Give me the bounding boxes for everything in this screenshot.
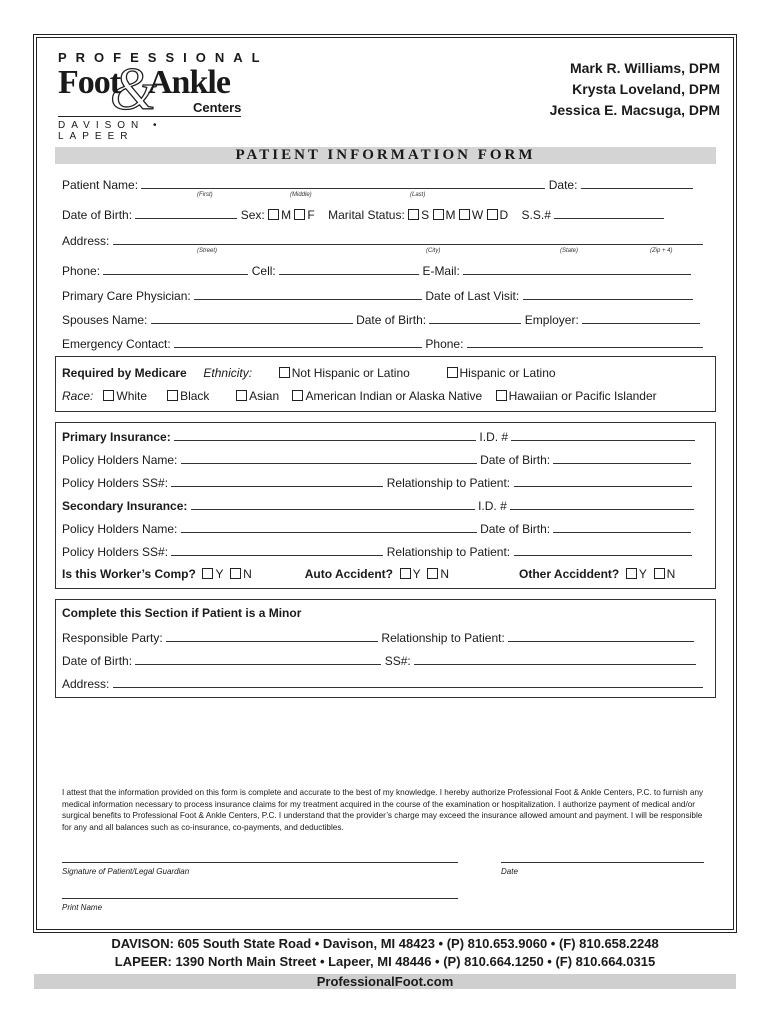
ssn-field[interactable]: [554, 207, 664, 219]
label: Spouses Name:: [62, 313, 148, 327]
address-field[interactable]: [113, 233, 703, 245]
holder2-dob-field[interactable]: [553, 521, 691, 533]
label: Date of Birth:: [480, 453, 551, 467]
employer-field[interactable]: [582, 312, 700, 324]
minor-dob-row: [62, 653, 696, 668]
label: I.D. #: [478, 499, 507, 513]
hawaiian-checkbox[interactable]: [496, 390, 507, 401]
label: Hawaiian or Pacific Islander: [508, 389, 657, 403]
label: N: [666, 567, 676, 581]
label: Is this Worker’s Comp?: [62, 567, 196, 581]
white-checkbox[interactable]: [103, 390, 114, 401]
label: F: [307, 208, 315, 222]
primary-id-field[interactable]: [511, 429, 695, 441]
label: Address:: [62, 677, 110, 691]
marital-s-checkbox[interactable]: [408, 209, 419, 220]
holder2-ss-row: [62, 544, 692, 559]
hint: (First): [197, 192, 213, 198]
spouse-dob-field[interactable]: [429, 312, 521, 324]
not-hispanic-checkbox[interactable]: [279, 367, 290, 378]
label: Employer:: [524, 313, 579, 327]
label: Other Acciddent?: [519, 567, 620, 581]
label: Black: [180, 389, 210, 403]
label: N: [440, 567, 449, 581]
print-name-label: Print Name: [62, 903, 103, 912]
patient-name-field[interactable]: [141, 177, 545, 189]
label: E-Mail:: [422, 264, 460, 278]
minor-address-row: [62, 676, 703, 691]
holder2-field[interactable]: [181, 521, 477, 533]
hispanic-checkbox[interactable]: [447, 367, 458, 378]
cell-field[interactable]: [279, 263, 419, 275]
marital-d-checkbox[interactable]: [487, 209, 498, 220]
responsible-row: [62, 630, 694, 645]
spouse-field[interactable]: [151, 312, 353, 324]
responsible-field[interactable]: [166, 630, 378, 642]
patient-name-row: [62, 177, 693, 192]
logo-divider: [58, 116, 241, 117]
logo-cities: DAVISON • LAPEER: [58, 120, 163, 142]
label: Hispanic or Latino: [459, 366, 556, 380]
hint: (Middle): [290, 192, 312, 198]
label: Phone:: [62, 264, 101, 278]
label: Relationship to Patient:: [386, 545, 511, 559]
secondary-insurance-field[interactable]: [191, 498, 475, 510]
relationship2-field[interactable]: [514, 544, 692, 556]
label: Address:: [62, 234, 110, 248]
davison-address: DAVISON: 605 South State Road • Davison, MI 48423 • (P) 810.653.9060 • (F) 810.658.2248: [111, 936, 659, 951]
holder-ss-field[interactable]: [171, 475, 383, 487]
black-checkbox[interactable]: [167, 390, 178, 401]
sex-m-checkbox[interactable]: [268, 209, 279, 220]
signature-label: Signature of Patient/Legal Guardian: [62, 867, 190, 876]
label: American Indian or Alaska Native: [305, 389, 483, 403]
secondary-insurance-row: [62, 498, 694, 513]
label: Marital Status:: [328, 208, 405, 222]
medicare-section: [55, 356, 716, 412]
holder-field[interactable]: [181, 452, 477, 464]
label: Race:: [62, 389, 94, 403]
label: Date of Last Visit:: [425, 289, 520, 303]
logo: [58, 50, 269, 142]
doctor-list: [550, 58, 720, 121]
dob-row: [62, 207, 664, 222]
label: Date of Birth:: [356, 313, 427, 327]
sex-f-checkbox[interactable]: [294, 209, 305, 220]
emergency-field[interactable]: [174, 336, 422, 348]
spouse-row: [62, 312, 700, 327]
label: Ethnicity:: [203, 366, 253, 380]
address-row: [62, 233, 703, 248]
dob-field[interactable]: [135, 207, 237, 219]
minor-heading: Complete this Section if Patient is a Minor: [62, 606, 302, 620]
last-visit-field[interactable]: [523, 288, 693, 300]
label: Required by Medicare: [62, 366, 187, 380]
label: Policy Holders SS#:: [62, 476, 169, 490]
holder2-row: [62, 521, 691, 536]
label: Y: [638, 567, 647, 581]
label: Date of Birth:: [62, 654, 133, 668]
holder-ss-row: [62, 475, 692, 490]
label: Emergency Contact:: [62, 337, 171, 351]
phone-row: [62, 263, 691, 278]
label: Responsible Party:: [62, 631, 163, 645]
label: M: [445, 208, 456, 222]
label: Y: [412, 567, 421, 581]
label: Date:: [548, 178, 578, 192]
form-title: PATIENT INFORMATION FORM: [55, 147, 716, 164]
hint: (Last): [410, 192, 426, 198]
hint: (City): [426, 248, 441, 254]
logo-professional: PROFESSIONAL: [58, 50, 269, 65]
native-checkbox[interactable]: [292, 390, 303, 401]
logo-foot: Foot: [58, 64, 121, 101]
auto-y-checkbox[interactable]: [400, 568, 411, 579]
pcp-row: [62, 288, 693, 303]
pcp-field[interactable]: [194, 288, 422, 300]
accident-row: [62, 567, 675, 581]
logo-centers: Centers: [193, 100, 242, 115]
workers-y-checkbox[interactable]: [202, 568, 213, 579]
label: SS#:: [384, 654, 411, 668]
holder2-ss-field[interactable]: [171, 544, 383, 556]
minor-dob-field[interactable]: [135, 653, 381, 665]
label: Sex:: [240, 208, 265, 222]
date-field[interactable]: [581, 177, 693, 189]
label: Date of Birth:: [62, 208, 133, 222]
date-line[interactable]: [501, 862, 704, 863]
label: S: [421, 208, 430, 222]
auto-n-checkbox[interactable]: [427, 568, 438, 579]
other-y-checkbox[interactable]: [626, 568, 637, 579]
label: N: [243, 567, 252, 581]
marital-w-checkbox[interactable]: [459, 209, 470, 220]
label: Phone:: [425, 337, 464, 351]
label: Y: [215, 567, 224, 581]
asian-checkbox[interactable]: [236, 390, 247, 401]
ethnicity-row: [62, 366, 556, 380]
phone-field[interactable]: [103, 263, 248, 275]
label: Primary Insurance:: [62, 430, 171, 444]
holder-row: [62, 452, 691, 467]
signature-line[interactable]: [62, 862, 458, 863]
hint: (State): [560, 248, 579, 254]
race-row: [62, 389, 657, 403]
label: Asian: [249, 389, 280, 403]
secondary-id-field[interactable]: [510, 498, 694, 510]
attestation: I attest that the information provided on this form is complete and accurate to the best of my knowledge. I hereby authorize Professional Foot & Ankle Centers, P.C. to furnish any medical information necessary to process insurance claims for my treatment acquired in the course of the examination or hospitalization. I authorize payment of medical and/or surgical benefits to Professional Foot & Ankle Centers, P.C. I understand that the provider’s charge may exceed the insurance allowed amount and payment. I will be responsible for any and all balances such as co-insurance, co-payments, and deductibles.: [62, 788, 704, 832]
minor-ss-field[interactable]: [414, 653, 696, 665]
label: Date of Birth:: [480, 522, 551, 536]
label: Relationship to Patient:: [386, 476, 511, 490]
label: White: [116, 389, 148, 403]
website-link[interactable]: ProfessionalFoot.com: [34, 974, 736, 989]
doctor-name: Mark R. Williams, DPM: [569, 60, 720, 76]
relationship-field[interactable]: [514, 475, 692, 487]
label: D: [499, 208, 509, 222]
label: Patient Name:: [62, 178, 139, 192]
label: W: [471, 208, 484, 222]
label: S.S.#: [521, 208, 551, 222]
label: Auto Accident?: [304, 567, 393, 581]
other-n-checkbox[interactable]: [654, 568, 665, 579]
label: Secondary Insurance:: [62, 499, 188, 513]
label: Cell:: [251, 264, 276, 278]
doctor-name: Jessica E. Macsuga, DPM: [549, 102, 720, 118]
primary-insurance-row: [62, 429, 695, 444]
marital-m-checkbox[interactable]: [433, 209, 444, 220]
holder-dob-field[interactable]: [553, 452, 691, 464]
primary-insurance-field[interactable]: [174, 429, 476, 441]
print-name-line[interactable]: [62, 898, 458, 899]
workers-n-checkbox[interactable]: [230, 568, 241, 579]
label: Policy Holders SS#:: [62, 545, 169, 559]
logo-ampersand: &: [110, 56, 157, 122]
label: Policy Holders Name:: [62, 453, 178, 467]
date-label: Date: [501, 867, 518, 876]
logo-ankle: Ankle: [148, 64, 230, 101]
label: M: [281, 208, 292, 222]
emergency-row: [62, 336, 703, 351]
label: I.D. #: [479, 430, 509, 444]
lapeer-address: LAPEER: 1390 North Main Street • Lapeer, MI 48446 • (P) 810.664.1250 • (F) 810.664.0315: [114, 954, 656, 969]
label: Relationship to Patient:: [381, 631, 505, 645]
minor-relationship-field[interactable]: [508, 630, 694, 642]
label: Primary Care Physician:: [62, 289, 191, 303]
label: Policy Holders Name:: [62, 522, 178, 536]
minor-address-field[interactable]: [113, 676, 703, 688]
emergency-phone-field[interactable]: [467, 336, 703, 348]
hint: (Street): [197, 248, 218, 254]
email-field[interactable]: [463, 263, 691, 275]
hint: (Zip + 4): [650, 248, 673, 254]
label: Not Hispanic or Latino: [291, 366, 410, 380]
doctor-name: Krysta Loveland, DPM: [572, 81, 720, 97]
